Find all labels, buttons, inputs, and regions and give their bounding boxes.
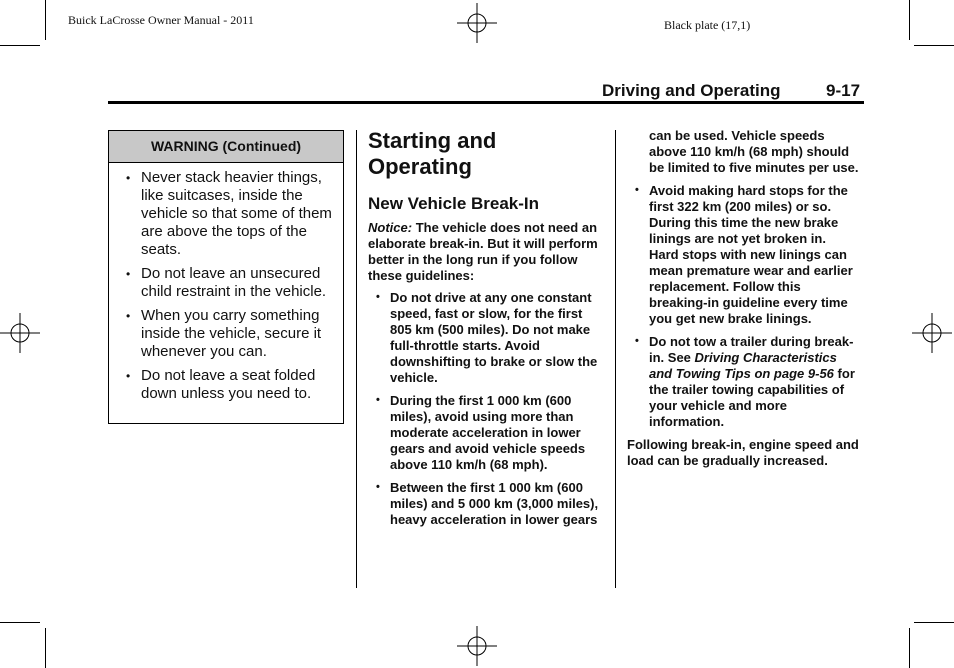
break-in-list <box>368 290 604 528</box>
registration-mark-icon <box>0 313 40 353</box>
list-item: • Avoid making hard stops for the first 322 km (200 miles) or so. During this time the new brake linings are not yet broken in. Hard stops with new linings can mean premature wear and earlier replacement. Follow this breaking-in guideline every time you get new brake linings. <box>649 183 859 327</box>
starting-section <box>368 128 604 535</box>
warning-box <box>108 130 344 424</box>
crop-mark <box>909 0 910 40</box>
crop-mark <box>909 628 910 668</box>
column-divider <box>615 130 616 588</box>
closing-paragraph: Following break-in, engine speed and load can be gradually increased. <box>627 437 859 468</box>
registration-mark-icon <box>457 626 497 666</box>
header-rule <box>108 101 864 104</box>
notice-paragraph <box>368 220 604 284</box>
notice-label: Notice: <box>368 220 413 235</box>
list-item: • Between the first 1 000 km (600 miles) and 5 000 km (3,000 miles), heavy acceleration in lower gears <box>390 480 604 528</box>
list-item: • Do not drive at any one constant speed, fast or slow, for the first 805 km (500 miles). Do not make full-throttle starts. Avoid downshifting to brake or slow the vehicle. <box>390 290 604 386</box>
crop-mark <box>914 45 954 46</box>
crop-mark <box>0 45 40 46</box>
warning-item: • Do not leave a seat folded down unless you need to. <box>141 367 335 403</box>
tow-text: Do not tow a trailer during break-in. See <box>649 334 854 365</box>
warning-list <box>109 163 343 403</box>
page-number: 9-17 <box>826 81 861 100</box>
break-in-list-continued <box>627 128 859 430</box>
crop-mark <box>45 0 46 40</box>
plate-label: Black plate (17,1) <box>664 18 751 32</box>
manual-title: Buick LaCrosse Owner Manual - 2011 <box>68 13 254 27</box>
list-item-continuation: can be used. Vehicle speeds above 110 km/h (68 mph) should be limited to five minutes per use. <box>649 128 859 175</box>
section-title: Driving and Operating <box>602 81 781 100</box>
towing-reference-link[interactable]: Driving Characteristics and Towing Tips on page 9-56 <box>649 350 837 381</box>
list-item: • During the first 1 000 km (600 miles), avoid using more than moderate acceleration in lower gears and avoid vehicle speeds above 110 km/h (68 mph). <box>390 393 604 473</box>
warning-title: WARNING (Continued) <box>109 131 343 163</box>
notice-text: The vehicle does not need an elaborate break-in. But it will perform better in the long run if you follow these guidelines: <box>368 220 598 283</box>
crop-mark <box>0 622 40 623</box>
warning-item: • Do not leave an unsecured child restraint in the vehicle. <box>141 265 335 301</box>
starting-title: Starting and Operating <box>368 128 497 179</box>
warning-item: • When you carry something inside the vehicle, secure it whenever you can. <box>141 307 335 361</box>
list-item <box>649 334 859 430</box>
warning-item: • Never stack heavier things, like suitcases, inside the vehicle so that some of them are above the tops of the seats. <box>141 169 335 259</box>
break-in-continued <box>627 128 859 469</box>
registration-mark-icon <box>457 3 497 43</box>
column-divider <box>356 130 357 588</box>
crop-mark <box>45 628 46 668</box>
registration-mark-icon <box>912 313 952 353</box>
break-in-subtitle: New Vehicle Break-In <box>368 194 540 213</box>
tow-text-end: for the trailer towing capabilities of your vehicle and more information. <box>649 366 855 429</box>
crop-mark <box>914 622 954 623</box>
